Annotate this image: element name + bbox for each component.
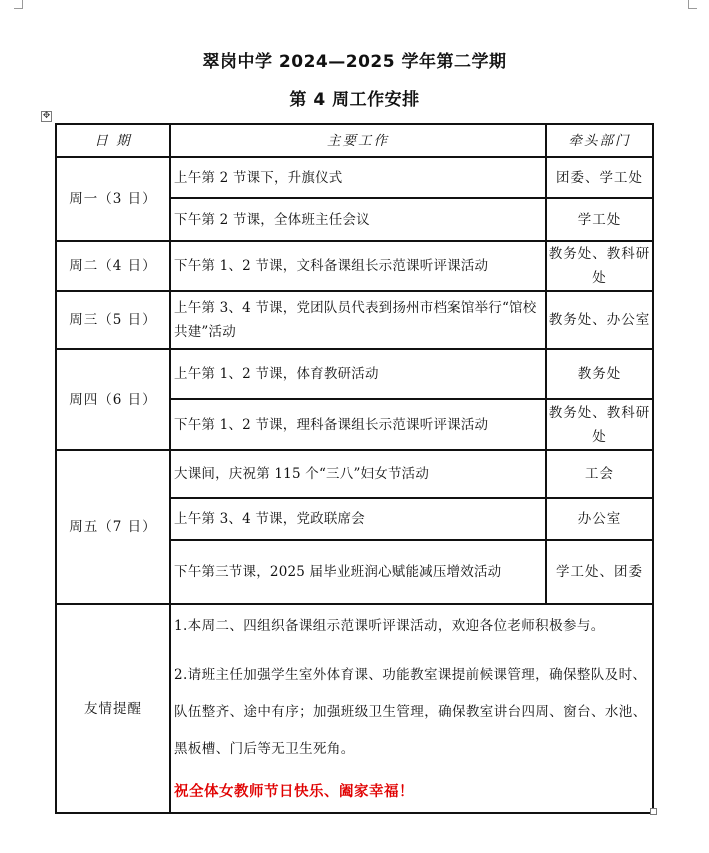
dept-cell[interactable]: 办公室 bbox=[546, 498, 653, 540]
dept-cell[interactable]: 团委、学工处 bbox=[546, 157, 653, 198]
dept-cell[interactable]: 教务处、教科研处 bbox=[546, 399, 653, 450]
work-cell[interactable]: 上午第 3、4 节课，党政联席会 bbox=[170, 498, 546, 540]
document-subtitle: 第 4 周工作安排 bbox=[289, 90, 420, 110]
day-cell-thursday: 周四（6 日） bbox=[56, 349, 170, 450]
dept-cell[interactable]: 教务处、教科研处 bbox=[546, 241, 653, 291]
document-title: 翠岗中学 2024—2025 学年第二学期 bbox=[202, 52, 507, 72]
dept-cell[interactable]: 教务处 bbox=[546, 349, 653, 399]
table-row bbox=[56, 291, 653, 349]
dept-cell[interactable]: 学工处、团委 bbox=[546, 540, 653, 604]
page-corner-mark-top-left bbox=[14, 0, 23, 9]
work-cell[interactable]: 上午第 3、4 节课，党团队员代表到扬州市档案馆举行“馆校共建”活动 bbox=[170, 291, 546, 349]
header-work: 主要工作 bbox=[170, 124, 546, 157]
header-date: 日 期 bbox=[56, 124, 170, 157]
dept-cell[interactable]: 教务处、办公室 bbox=[546, 291, 653, 349]
work-cell[interactable]: 大课间，庆祝第 115 个“三八”妇女节活动 bbox=[170, 450, 546, 498]
closing-greeting: 祝全体女教师节日快乐、阖家幸福！ bbox=[174, 783, 414, 800]
table-row bbox=[56, 157, 653, 198]
work-cell[interactable]: 下午第 1、2 节课，文科备课组长示范课听评课活动 bbox=[170, 241, 546, 291]
table-row bbox=[56, 349, 653, 399]
weekly-plan-table bbox=[55, 123, 654, 814]
dept-cell[interactable]: 工会 bbox=[546, 450, 653, 498]
work-cell[interactable]: 下午第三节课，2025 届毕业班润心赋能减压增效活动 bbox=[170, 540, 546, 604]
work-cell[interactable]: 上午第 1、2 节课，体育教研活动 bbox=[170, 349, 546, 399]
day-cell-wednesday: 周三（5 日） bbox=[56, 291, 170, 349]
work-cell[interactable]: 上午第 2 节课下，升旗仪式 bbox=[170, 157, 546, 198]
table-move-handle-icon[interactable]: ✥ bbox=[42, 111, 51, 121]
day-cell-friday: 周五（7 日） bbox=[56, 450, 170, 604]
reminder-label: 友情提醒 bbox=[56, 604, 170, 813]
table-row bbox=[56, 241, 653, 291]
header-dept: 牵头部门 bbox=[546, 124, 653, 157]
table-header-row bbox=[56, 124, 653, 157]
day-cell-monday: 周一（3 日） bbox=[56, 157, 170, 241]
work-cell[interactable]: 下午第 2 节课，全体班主任会议 bbox=[170, 198, 546, 241]
reminder-row bbox=[56, 604, 653, 813]
page-corner-mark-top-right bbox=[688, 0, 697, 9]
reminder-note-2: 2.请班主任加强学生室外体育课、功能教室课提前候课管理，确保整队及时、队伍整齐、途中有序；加强班级卫生管理，确保教室讲台四周、窗台、水池、黑板槽、门后等无卫生死角。 bbox=[174, 666, 647, 757]
day-cell-tuesday: 周二（4 日） bbox=[56, 241, 170, 291]
table-row bbox=[56, 450, 653, 498]
dept-cell[interactable]: 学工处 bbox=[546, 198, 653, 241]
reminder-content[interactable] bbox=[170, 604, 653, 813]
reminder-note-1: 1.本周二、四组织备课组示范课听评课活动，欢迎各位老师积极参与。 bbox=[174, 617, 605, 634]
table-resize-handle[interactable] bbox=[650, 808, 657, 815]
work-cell[interactable]: 下午第 1、2 节课，理科备课组长示范课听评课活动 bbox=[170, 399, 546, 450]
